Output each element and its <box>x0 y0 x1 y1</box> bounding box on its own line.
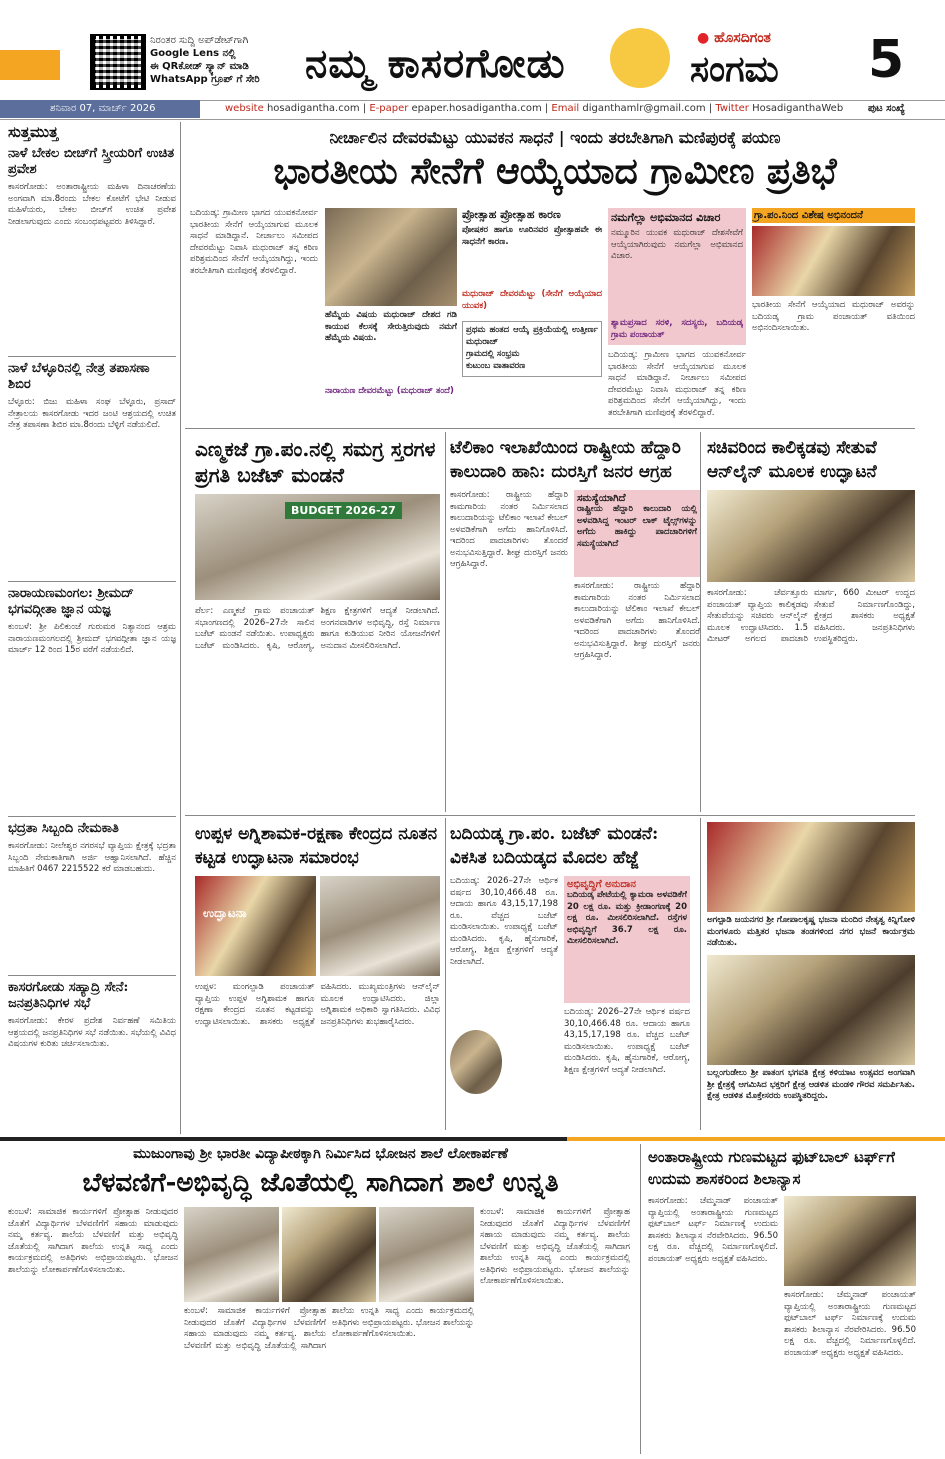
section-title: ಸುತ್ತಮುತ್ತ <box>8 123 59 141</box>
article-body: ಬದಿಯಡ್ಕ: 2026–27ನೇ ಆರ್ಥಿಕ ವರ್ಷದ 30,10,466.48 ರೂ. ಆದಾಯ ಹಾಗೂ 43,15,17,198 ರೂ. ವೆಚ್ಚದ ಬಜೆಟ್ ಮಂಡಿಸಲಾಯಿತು. ಉಪಾಧ್ಯಕ್ಷೆ ಬಜೆಟ್ ಮಂಡಿಸಿದರು. ಕೃಷಿ, ಹೈನುಗಾರಿಕೆ, ಆರೋಗ್ಯ, ಶಿಕ್ಷಣ ಕ್ಷೇತ್ರಗಳಿಗೆ ಆದ್ಯತೆ ನೀಡಲಾಗಿದೆ. <box>450 876 558 967</box>
box-attribution: ಶ್ಯಾಮಪ್ರಸಾದ ಸರಳಿ, ಸದಸ್ಯರು, ಬದಿಯಡ್ಕ ಗ್ರಾಮ ಪಂಚಾಯತ್ <box>611 318 743 340</box>
headline: ಕಾಸರಗೋಡು ಸಹ್ಯಾದ್ರಿ ಸೇನೆ: ಜನಪ್ರತಿನಿಧಿಗಳ ಸಭೆ <box>8 980 129 1011</box>
photo-label: BUDGET 2026-27 <box>285 502 402 519</box>
quote-attribution: ನಾರಾಯಣ ದೇವರಮೆಟ್ಟು (ಮಧುರಾಜ್ ತಂದೆ) <box>325 386 454 396</box>
row-divider <box>185 815 915 816</box>
box-attribution: ಮಧುರಾಜ್ ದೇವರಮೆಟ್ಟು (ಸೇನೆಗೆ ಆಯ್ಕೆಯಾದ ಯುವಕ) <box>462 289 602 311</box>
article-body: ಉಪ್ಪಳ: ಮಂಗಲ್ಪಾಡಿ ಪಂಚಾಯತ್ ವ್ಯಾಪ್ತಿಯ ಉಪ್ಪಳ ಅಗ್ನಿಶಾಮಕ ಹಾಗೂ ರಕ್ಷಣಾ ಕೇಂದ್ರದ ನೂತನ ಕಟ್ಟಡವನ್ನು ಉದ್ಘಾಟಿಸಲಾಯಿತು. ಶಾಸಕರು ಅಧ್ಯಕ್ಷತೆ ವಹಿಸಿದರು. ಮುಖ್ಯಮಂತ್ರಿಗಳು ಆನ್‌ಲೈನ್ ಮೂಲಕ ಉದ್ಘಾಟಿಸಿದರು. ಜಿಲ್ಲಾ ಅಗ್ನಿಶಾಮಕ ಅಧಿಕಾರಿ ಸ್ವಾಗತಿಸಿದರು. ವಿವಿಧ ಜನಪ್ರತಿನಿಧಿಗಳು ಶುಭಹಾರೈಸಿದರು. <box>195 982 440 1027</box>
story-badiyadka-budget <box>450 822 690 1127</box>
list-item: ಕುಟುಂಬ ವಾತಾವರಣ <box>466 361 526 371</box>
event-photo <box>282 1207 377 1302</box>
article-body: ಕುಂಬಳೆ: ಶ್ರೀ ಪಿಲಿಕುಂಜೆ ಗುರುಮಠ ನಿತ್ಯಾನಂದ ಆಶ್ರಮ ನಾರಾಯಣಮಂಗಲದಲ್ಲಿ ಶ್ರೀಮದ್ ಭಗವದ್ಗೀತಾ ಜ್ಞಾನ ಯಜ್ಞ ಮಾರ್ಚ್ 12 ರಿಂದ 15ರ ವರೆಗೆ ನಡೆಯಲಿದೆ. <box>8 622 176 655</box>
list-item: ಪ್ರಥಮ ಹಂತದ ಆಯ್ಕೆ ಪ್ರಕ್ರಿಯೆಯಲ್ಲಿ ಉತ್ತೀರ್ಣ ಮಧುರಾಜ್ <box>466 325 598 347</box>
bhajan-photo <box>707 822 915 912</box>
story-school <box>8 1146 633 1447</box>
qr-line: WhatsApp ಗ್ರೂಪ್ ಗೆ ಸೇರಿ <box>150 74 260 85</box>
box-body: ಬದಿಯಡ್ಕ ಪೇಟೆಯಲ್ಲಿ ಕ್ಯಾಮರಾ ಅಳವಡಿಕೆಗೆ 20 ಲಕ್ಷ ರೂ. ಮತ್ತು ಕ್ರೀಡಾಂಗಣಕ್ಕೆ 20 ಲಕ್ಷ ರೂ. ಮೀಸಲಿರಿಸಲಾಗಿದೆ. ರಸ್ತೆಗಳ ಅಭಿವೃದ್ಧಿಗೆ 36.7 ಲಕ್ಷ ರೂ. ಮೀಸಲಿರಿಸಲಾಗಿದೆ. <box>567 890 687 946</box>
brand-name: ● ಹೊಸದಿಗಂತ <box>697 30 771 46</box>
box-body: ರಾಷ್ಟ್ರೀಯ ಹೆದ್ದಾರಿ ಕಾಲುದಾರಿ ಯಲ್ಲಿ ಅಳವಡಿಸಿದ್ದ ಇಂಟರ್ ಲಾಕ್ ಟೈಲ್ಸ್‌ಗಳನ್ನು ಅಗೆದು ಹಾಕಿದ್ದು ಪಾದಚಾರಿಗಳಿಗೆ ಸಮಸ್ಯೆಯಾಗಿದೆ <box>577 504 697 549</box>
story-bridge <box>707 436 915 818</box>
portrait-photo <box>450 1030 502 1094</box>
article-body: ಕಾಸರಗೋಡು: ರಾಷ್ಟ್ರೀಯ ಹೆದ್ದಾರಿ ಕಾಮಗಾರಿಯ ನಂತರ ನಿರ್ಮಿಸಲಾದ ಕಾಲುದಾರಿಯನ್ನು ಟೆಲಿಕಾಂ ಇಲಾಖೆ ಕೇಬಲ್ ಅಳವಡಿಕೆಗಾಗಿ ಅಗೆದು ಹಾನಿಗೊಳಿಸಿದೆ. ಇದರಿಂದ ಪಾದಚಾರಿಗಳು ತೊಂದರೆ ಅನುಭವಿಸುತ್ತಿದ್ದಾರೆ. ಶೀಘ್ರ ದುರಸ್ತಿಗೆ ಜನರು ಆಗ್ರಹಿಸಿದ್ದಾರೆ. <box>450 490 568 569</box>
headline: ಅಂತಾರಾಷ್ಟ್ರೀಯ ಗುಣಮಟ್ಟದ ಫುಟ್‌ಬಾಲ್ ಟರ್ಫ್‌ಗೆ ಉದುಮ ಶಾಸಕರಿಂದ ಶಿಲಾನ್ಯಾಸ <box>648 1148 895 1188</box>
temple-photo <box>707 955 915 1065</box>
article-body: ಪೆರ್ಲ: ಎಣ್ಮಕಜೆ ಗ್ರಾಮ ಪಂಚಾಯತ್ ಸಭಾಂಗಣದಲ್ಲಿ 2026–27ನೇ ಸಾಲಿನ ಬಜೆಟ್ ಮಂಡನೆ ನಡೆಯಿತು. ಉಪಾಧ್ಯಕ್ಷರು ಬಜೆಟ್ ಮಂಡಿಸಿದರು. ಕೃಷಿ, ಆರೋಗ್ಯ, ಶಿಕ್ಷಣ ಕ್ಷೇತ್ರಗಳಿಗೆ ಆದ್ಯತೆ ನೀಡಲಾಗಿದೆ. ಅಂಗನವಾಡಿಗಳ ಅಭಿವೃದ್ಧಿ, ರಸ್ತೆ ನಿರ್ಮಾಣ ಹಾಗೂ ಕುಡಿಯುವ ನೀರಿನ ಯೋಜನೆಗಳಿಗೆ ಅನುದಾನ ಮೀಸಲಿರಿಸಲಾಗಿದೆ. <box>195 606 440 651</box>
column-divider <box>445 818 446 1130</box>
article-body: ಕುಂಬಳೆ: ಸಾಮಾಜಿಕ ಕಾರ್ಯಗಳಿಗೆ ಪ್ರೋತ್ಸಾಹ ನೀಡುವುದರ ಜೊತೆಗೆ ವಿದ್ಯಾರ್ಥಿಗಳ ಬೆಳವಣಿಗೆಗೆ ಸಹಾಯ ಮಾಡುವುದು ನಮ್ಮ ಕರ್ತವ್ಯ. ಶಾಲೆಯ ಬೆಳವಣಿಗೆ ಮತ್ತು ಅಭಿವೃದ್ಧಿ ಜೊತೆಯಲ್ಲಿ ಸಾಗಿದಾಗ ಶಾಲೆಯ ಉನ್ನತಿ ಸಾಧ್ಯ ಎಂದು ಕಾರ್ಯಕ್ರಮದಲ್ಲಿ ಅತಿಥಿಗಳು ಅಭಿಪ್ರಾಯಪಟ್ಟರು. ಭೋಜನ ಶಾಲೆಯನ್ನು ಲೋಕಾರ್ಪಣೆಗೊಳಿಸಲಾಯಿತು. <box>480 1207 630 1286</box>
page-number: 5 <box>868 30 905 90</box>
event-banner-photo <box>195 876 316 976</box>
contact-line: website hosadigantha.com | E-paper epaper.hosadigantha.com | Email diganthamlr@gmail.com | Twitter HosadiganthaWeb <box>225 103 844 114</box>
qr-instructions <box>150 34 300 86</box>
article-body: ಬದಿಯಡ್ಕ: ಗ್ರಾಮೀಣ ಭಾಗದ ಯುವಕನೋರ್ವ ಭಾರತೀಯ ಸೇನೆಗೆ ಆಯ್ಕೆಯಾಗುವ ಮೂಲಕ ಸಾಧನೆ ಮಾಡಿದ್ದಾನೆ. ನೀರ್ಚಾಲು ಸಮೀಪದ ದೇವರಮೆಟ್ಟು ನಿವಾಸಿ ಮಧುರಾಜ್ ತನ್ನ ಕಠಿಣ ಪರಿಶ್ರಮದಿಂದ ಸೇನೆಗೆ ಆಯ್ಕೆಯಾಗಿದ್ದು, ಇಂದು ತರಬೇತಿಗಾಗಿ ಮಣಿಪುರಕ್ಕೆ ತೆರಳಲಿದ್ದಾರೆ. <box>190 208 318 276</box>
kicker: ಮುಜುಂಗಾವು ಶ್ರೀ ಭಾರತೀ ವಿದ್ಯಾಪೀಠಕ್ಕಾಗಿ ನಿರ್ಮಿಸಿದ ಭೋಜನ ಶಾಲೆ ಲೋಕಾರ್ಪಣೆ <box>133 1146 508 1162</box>
headline: ನಾರಾಯಣಮಂಗಲ: ಶ್ರೀಮದ್ ಭಗವದ್ಗೀತಾ ಜ್ಞಾನ ಯಜ್ಞ <box>8 586 134 617</box>
box-body: ಪೋಷಕರ ಹಾಗೂ ಊರಿನವರ ಪ್ರೋತ್ಸಾಹವೇ ಈ ಸಾಧನೆಗೆ ಕಾರಣ. <box>462 225 602 247</box>
qr-code-icon[interactable] <box>90 34 146 90</box>
event-photo <box>320 876 441 976</box>
photo-captions <box>707 822 915 1114</box>
article-body: ಬದಿಯಡ್ಕ: 2026–27ನೇ ಆರ್ಥಿಕ ವರ್ಷದ 30,10,466.48 ರೂ. ಆದಾಯ ಹಾಗೂ 43,15,17,198 ರೂ. ವೆಚ್ಚದ ಬಜೆಟ್ ಮಂಡಿಸಲಾಯಿತು. ಉಪಾಧ್ಯಕ್ಷೆ ಬಜೆಟ್ ಮಂಡಿಸಿದರು. ಕೃಷಿ, ಹೈನುಗಾರಿಕೆ, ಆರೋಗ್ಯ, ಶಿಕ್ಷಣ ಕ್ಷೇತ್ರಗಳಿಗೆ ಆದ್ಯತೆ ನೀಡಲಾಗಿದೆ. <box>564 1007 690 1075</box>
top-story-kicker: ನೀರ್ಚಾಲಿನ ದೇವರಮೆಟ್ಟು ಯುವಕನ ಸಾಧನೆ | ಇಂದು ತರಬೇತಿಗಾಗಿ ಮಣಿಪುರಕ್ಕೆ ಪಯಣ <box>329 128 781 147</box>
email-link[interactable]: diganthamlr@gmail.com <box>582 103 706 114</box>
foundation-photo <box>784 1196 916 1286</box>
headline: ಉಪ್ಪಳ ಅಗ್ನಿಶಾಮಕ-ರಕ್ಷಣಾ ಕೇಂದ್ರದ ನೂತನ ಕಟ್ಟಡ ಉದ್ಘಾಟನಾ ಸಮಾರಂಭ <box>195 824 438 868</box>
highlight-box <box>608 208 746 345</box>
column-divider <box>700 432 701 812</box>
article-body: ಭಾರತೀಯ ಸೇನೆಗೆ ಆಯ್ಕೆಯಾದ ಮಧುರಾಜ್ ಅವರನ್ನು ಬದಿಯಡ್ಕ ಗ್ರಾಮ ಪಂಚಾಯತ್ ವತಿಯಿಂದ ಅಭಿನಂದಿಸಲಾಯಿತು. <box>752 300 915 333</box>
box-title: ಪ್ರೋತ್ಸಾಹ ಪ್ರೋತ್ಸಾಹ ಕಾರಣ <box>462 208 561 221</box>
article-body: ಕುಂಬಳೆ: ಸಾಮಾಜಿಕ ಕಾರ್ಯಗಳಿಗೆ ಪ್ರೋತ್ಸಾಹ ನೀಡುವುದರ ಜೊತೆಗೆ ವಿದ್ಯಾರ್ಥಿಗಳ ಬೆಳವಣಿಗೆಗೆ ಸಹಾಯ ಮಾಡುವುದು ನಮ್ಮ ಕರ್ತವ್ಯ. ಶಾಲೆಯ ಬೆಳವಣಿಗೆ ಮತ್ತು ಅಭಿವೃದ್ಧಿ ಜೊತೆಯಲ್ಲಿ ಸಾಗಿದಾಗ ಶಾಲೆಯ ಉನ್ನತಿ ಸಾಧ್ಯ ಎಂದು ಕಾರ್ಯಕ್ರಮದಲ್ಲಿ ಅತಿಥಿಗಳು ಅಭಿಪ್ರಾಯಪಟ್ಟರು. ಭೋಜನ ಶಾಲೆಯನ್ನು ಲೋಕಾರ್ಪಣೆಗೊಳಿಸಲಾಯಿತು. <box>184 1306 474 1351</box>
photo-caption: ಬಲ್ಲಂಗುಡೇಲು ಶ್ರೀ ಪಾತಂಗ ಭಗವತಿ ಕ್ಷೇತ್ರ ಕಳಿಯಾಟ ಉತ್ಸವದ ಅಂಗವಾಗಿ ಶ್ರೀ ಕ್ಷೇತ್ರಕ್ಕೆ ಆಗಮಿಸಿದ ಭಕ್ತರಿಗೆ ಕ್ಷೇತ್ರ ಆಡಳಿತ ಮಂಡಳಿ ಗೌರವ ಸಮರ್ಪಿಸಿತು. ಕ್ಷೇತ್ರ ಆಡಳಿತ ಮೊಕ್ತೇಸರರು ಉಪಸ್ಥಿತರಿದ್ದರು. <box>707 1068 915 1101</box>
article-body: ಕಾಸರಗೋಡು: ಕೇರಳ ಪ್ರದೇಶ ನಿರ್ವಹಣೆ ಸಮಿತಿಯ ಆಶ್ರಯದಲ್ಲಿ ಜನಪ್ರತಿನಿಧಿಗಳ ಸಭೆ ನಡೆಯಿತು. ಸಭೆಯಲ್ಲಿ ವಿವಿಧ ವಿಷಯಗಳ ಕುರಿತು ಚರ್ಚಿಸಲಾಯಿತು. <box>8 1016 176 1049</box>
headline: ಟೆಲಿಕಾಂ ಇಲಾಖೆಯಿಂದ ರಾಷ್ಟ್ರೀಯ ಹೆದ್ದಾರಿ ಕಾಲುದಾರಿ ಹಾನಿ: ದುರಸ್ತಿಗೆ ಜನರ ಆಗ್ರಹ <box>450 438 681 482</box>
top-story-headline: ಭಾರತೀಯ ಸೇನೆಗೆ ಆಯ್ಕೆಯಾದ ಗ್ರಾಮೀಣ ಪ್ರತಿಭೆ <box>273 150 837 192</box>
news-item <box>8 586 176 812</box>
article-body: ಕಾಸರಗೋಡು: ಚೆಮ್ಮನಾಡ್ ಪಂಚಾಯತ್ ವ್ಯಾಪ್ತಿಯಲ್ಲಿ ಅಂತಾರಾಷ್ಟ್ರೀಯ ಗುಣಮಟ್ಟದ ಫುಟ್‌ಬಾಲ್ ಟರ್ಫ್ ನಿರ್ಮಾಣಕ್ಕೆ ಉದುಮ ಶಾಸಕರು ಶಿಲಾನ್ಯಾಸ ನೆರವೇರಿಸಿದರು. 96.50 ಲಕ್ಷ ರೂ. ವೆಚ್ಚದಲ್ಲಿ ನಿರ್ಮಾಣಗೊಳ್ಳಲಿದೆ. ಪಂಚಾಯತ್ ಅಧ್ಯಕ್ಷರು ಅಧ್ಯಕ್ಷತೆ ವಹಿಸಿದರು. <box>648 1196 778 1264</box>
article-body: ಕಾಸರಗೋಡು: ಅಂತಾರಾಷ್ಟ್ರೀಯ ಮಹಿಳಾ ದಿನಾಚರಣೆಯ ಅಂಗವಾಗಿ ಮಾ.8ರಂದು ಬೇಕಲ ಕೋಟೆಗೆ ಭೇಟಿ ನೀಡುವ ಮಹಿಳೆಯರು, ಬೇಕಲ ಬೀಚ್‌ಗೆ ಉಚಿತ ಪ್ರವೇಶ ನೀಡಲಾಗುವುದು ಎಂದು ಸಂಬಂಧಪಟ್ಟವರು ತಿಳಿಸಿದ್ದಾರೆ. <box>8 182 176 227</box>
section-brand: ಸಂಗಮ <box>690 48 779 90</box>
website-link[interactable]: hosadigantha.com <box>266 103 360 114</box>
news-item <box>8 146 176 352</box>
left-column <box>8 124 176 1176</box>
decorative-circle <box>610 28 670 88</box>
article-body: ಕಾಸರಗೋಡು: ರಾಷ್ಟ್ರೀಯ ಹೆದ್ದಾರಿ ಕಾಮಗಾರಿಯ ನಂತರ ನಿರ್ಮಿಸಲಾದ ಕಾಲುದಾರಿಯನ್ನು ಟೆಲಿಕಾಂ ಇಲಾಖೆ ಕೇಬಲ್ ಅಳವಡಿಕೆಗಾಗಿ ಅಗೆದು ಹಾನಿಗೊಳಿಸಿದೆ. ಇದರಿಂದ ಪಾದಚಾರಿಗಳು ತೊಂದರೆ ಅನುಭವಿಸುತ್ತಿದ್ದಾರೆ. ಶೀಘ್ರ ದುರಸ್ತಿಗೆ ಜನರು ಆಗ್ರಹಿಸಿದ್ದಾರೆ. <box>574 581 700 660</box>
box-title: ನಮಗೆಲ್ಲಾ ಅಭಿಮಾನದ ವಿಚಾರ <box>611 211 721 224</box>
article-body: ಬದಿಯಡ್ಕ: ಗ್ರಾಮೀಣ ಭಾಗದ ಯುವಕನೋರ್ವ ಭಾರತೀಯ ಸೇನೆಗೆ ಆಯ್ಕೆಯಾಗುವ ಮೂಲಕ ಸಾಧನೆ ಮಾಡಿದ್ದಾನೆ. ನೀರ್ಚಾಲು ಸಮೀಪದ ದೇವರಮೆಟ್ಟು ನಿವಾಸಿ ಮಧುರಾಜ್ ತನ್ನ ಕಠಿಣ ಪರಿಶ್ರಮದಿಂದ ಸೇನೆಗೆ ಆಯ್ಕೆಯಾಗಿದ್ದು, ಇಂದು ತರಬೇತಿಗಾಗಿ ಮಣಿಪುರಕ್ಕೆ ತೆರಳಲಿದ್ದಾರೆ. <box>608 350 746 418</box>
list-item: ಗ್ರಾಮದಲ್ಲಿ ಸಂಭ್ರಮ <box>466 349 520 359</box>
side-story <box>752 208 915 420</box>
headline: ನಾಳೆ ಬೆಳ್ಳೂರಿನಲ್ಲಿ ನೇತ್ರ ತಪಾಸಣಾ ಶಿಬಿರ <box>8 361 150 392</box>
news-item <box>8 821 176 971</box>
qr-line: Google Lens ನಲ್ಲಿ <box>150 48 236 59</box>
section-divider <box>0 1137 945 1141</box>
bridge-photo <box>707 490 915 582</box>
story-telecom <box>450 436 700 811</box>
event-photo <box>184 1207 279 1302</box>
article-body: ಕಾಸರಗೋಡು: ಚೆರ್ವತ್ತೂರು ಪಂಚಾಯತ್ ವ್ಯಾಪ್ತಿಯ ಕಾಲಿಕ್ಕಡವು ಸೇತುವೆಯನ್ನು ಸಚಿವರು ಆನ್‌ಲೈನ್ ಮೂಲಕ ಉದ್ಘಾಟಿಸಿದರು. 1.5 ಮೀಟರ್ ಅಗಲದ ಪಾದಚಾರಿ ಮಾರ್ಗ, 660 ಮೀಟರ್ ಉದ್ದದ ಸೇತುವೆ ನಿರ್ಮಾಣಗೊಂಡಿದ್ದು, ಕ್ಷೇತ್ರದ ಶಾಸಕರು ಅಧ್ಯಕ್ಷತೆ ವಹಿಸಿದರು. ಜನಪ್ರತಿನಿಧಿಗಳು ಉಪಸ್ಥಿತರಿದ್ದರು. <box>707 588 915 644</box>
photo-label: ಉದ್ಘಾಟನಾ <box>203 906 247 920</box>
event-photo <box>379 1207 474 1302</box>
column-divider <box>700 818 701 1130</box>
bullet-list <box>462 321 602 377</box>
headline: ನಾಳೆ ಬೇಕಲ ಬೀಚ್‌ಗೆ ಸ್ತ್ರೀಯರಿಗೆ ಉಚಿತ ಪ್ರವೇಶ <box>8 146 175 177</box>
headline: ಸಚಿವರಿಂದ ಕಾಲಿಕ್ಕಡವು ಸೇತುವೆ ಆನ್‌ಲೈನ್ ಮೂಲಕ ಉದ್ಘಾಟನೆ <box>707 438 877 482</box>
story-fire-station <box>195 822 440 1152</box>
portrait-photo <box>325 208 457 306</box>
news-item <box>8 361 176 577</box>
box-title: ಸಮಸ್ಯೆಯಾಗಿದೆ <box>577 493 626 504</box>
page-title: ನಮ್ಮ ಕಾಸರಗೋಡು <box>305 40 566 87</box>
epaper-link[interactable]: epaper.hosadigantha.com <box>411 103 542 114</box>
headline: ಬದಿಯಡ್ಕ ಗ್ರಾ.ಪಂ. ಬಜೆಟ್ ಮಂಡನೆ: ವಿಕಸಿತ ಬದಿಯಡ್ಕದ ಮೊದಲ ಹೆಜ್ಜೆ <box>450 824 659 868</box>
quote-box <box>325 310 457 412</box>
headline: ಭದ್ರತಾ ಸಿಬ್ಬಂದಿ ನೇಮಕಾತಿ <box>8 821 119 836</box>
qr-line: ಈ QRಕೋಡ್ ಸ್ಕ್ಯಾನ್ ಮಾಡಿ <box>150 61 249 72</box>
page-label: ಪುಟ ಸಂಖ್ಯೆ <box>868 103 905 114</box>
quote-text: ಹೆಮ್ಮೆಯ ವಿಷಯ ಮಧುರಾಜ್ ದೇಶದ ಗಡಿ ಕಾಯುವ ಕೆಲಸಕ್ಕೆ ಸೇರುತ್ತಿರುವುದು ನಮಗೆ ಹೆಮ್ಮೆಯ ವಿಷಯ. <box>325 310 457 343</box>
column-divider <box>640 1144 641 1454</box>
info-box <box>462 208 602 377</box>
masthead <box>0 0 945 95</box>
article-body: ಕಾಸರಗೋಡು: ಚೆಮ್ಮನಾಡ್ ಪಂಚಾಯತ್ ವ್ಯಾಪ್ತಿಯಲ್ಲಿ ಅಂತಾರಾಷ್ಟ್ರೀಯ ಗುಣಮಟ್ಟದ ಫುಟ್‌ಬಾಲ್ ಟರ್ಫ್ ನಿರ್ಮಾಣಕ್ಕೆ ಉದುಮ ಶಾಸಕರು ಶಿಲಾನ್ಯಾಸ ನೆರವೇರಿಸಿದರು. 96.50 ಲಕ್ಷ ರೂ. ವೆಚ್ಚದಲ್ಲಿ ನಿರ್ಮಾಣಗೊಳ್ಳಲಿದೆ. ಪಂಚಾಯತ್ ಅಧ್ಯಕ್ಷರು ಅಧ್ಯಕ್ಷತೆ ವಹಿಸಿದರು. <box>784 1290 916 1358</box>
ceremony-photo <box>752 226 915 296</box>
twitter-link[interactable]: HosadiganthaWeb <box>752 103 844 114</box>
box-body: ನಮ್ಮೂರಿನ ಯುವಕ ಮಧುರಾಜ್ ದೇಶಸೇವೆಗೆ ಆಯ್ಕೆಯಾಗಿರುವುದು ನಮಗೆಲ್ಲಾ ಅಭಿಮಾನದ ವಿಚಾರ. <box>611 228 743 261</box>
story-football-turf <box>648 1146 916 1441</box>
box-title: ಅಭಿವೃದ್ಧಿಗೆ ಅನುದಾನ <box>567 879 636 890</box>
article-body: ಕಾಸರಗೋಡು: ನೀಲೇಶ್ವರ ನಗರಸಭೆ ವ್ಯಾಪ್ತಿಯ ಕ್ಷೇತ್ರಕ್ಕೆ ಭದ್ರತಾ ಸಿಬ್ಬಂದಿ ನೇಮಕಾತಿಗಾಗಿ ಅರ್ಜಿ ಆಹ್ವಾನಿಸಲಾಗಿದೆ. ಹೆಚ್ಚಿನ ಮಾಹಿತಿಗೆ 0467 2215522 ಕರೆ ಮಾಡಬಹುದು. <box>8 841 176 874</box>
row-divider <box>185 428 915 429</box>
budget-photo <box>195 494 440 600</box>
column-divider <box>180 122 181 1134</box>
photo-caption: ಅಗಲ್ಪಾಡಿ ಜಯನಗರ ಶ್ರೀ ಗೋಪಾಲಕೃಷ್ಣ ಭಜನಾ ಮಂದಿರ ನೇತೃತ್ವ ಕಿನ್ನಿಗೋಳಿ ಮಂಗಳೂರು ಮತ್ತಿತರ ಭಜನಾ ತಂಡಗಳಿಂದ ನಗರ ಭಜನೆ ಕಾರ್ಯಕ್ರಮ ನಡೆಯಿತು. <box>707 915 915 948</box>
column-divider <box>445 432 446 812</box>
qr-line: ನಿರಂತರ ಸುದ್ದಿ ಅಪ್‌ಡೇಟ್‌ಗಾಗಿ <box>150 35 249 46</box>
headline: ಬೆಳವಣಿಗೆ-ಅಭಿವೃದ್ಧಿ ಜೊತೆಯಲ್ಲಿ ಸಾಗಿದಾಗ ಶಾಲೆ ಉನ್ನತಿ <box>82 1168 559 1198</box>
headline: ಎಣ್ಮಕಜೆ ಗ್ರಾ.ಪಂ.ನಲ್ಲಿ ಸಮಗ್ರ ಸ್ತರಗಳ ಪ್ರಗತಿ ಬಜೆಟ್ ಮಂಡನೆ <box>195 437 436 487</box>
date: ಶನಿವಾರ 07, ಮಾರ್ಚ್ 2026 <box>0 100 200 118</box>
box-title: ಗ್ರಾ.ಪಂ.ನಿಂದ ವಿಶೇಷ ಅಭಿನಂದನೆ <box>752 208 915 223</box>
article-body: ಕುಂಬಳೆ: ಸಾಮಾಜಿಕ ಕಾರ್ಯಗಳಿಗೆ ಪ್ರೋತ್ಸಾಹ ನೀಡುವುದರ ಜೊತೆಗೆ ವಿದ್ಯಾರ್ಥಿಗಳ ಬೆಳವಣಿಗೆಗೆ ಸಹಾಯ ಮಾಡುವುದು ನಮ್ಮ ಕರ್ತವ್ಯ. ಶಾಲೆಯ ಬೆಳವಣಿಗೆ ಮತ್ತು ಅಭಿವೃದ್ಧಿ ಜೊತೆಯಲ್ಲಿ ಸಾಗಿದಾಗ ಶಾಲೆಯ ಉನ್ನತಿ ಸಾಧ್ಯ ಎಂದು ಕಾರ್ಯಕ್ರಮದಲ್ಲಿ ಅತಿಥಿಗಳು ಅಭಿಪ್ರಾಯಪಟ್ಟರು. ಭೋಜನ ಶಾಲೆಯನ್ನು ಲೋಕಾರ್ಪಣೆಗೊಳಿಸಲಾಯಿತು. <box>8 1207 178 1275</box>
orange-accent <box>0 50 60 80</box>
article-body: ಬೆಳ್ಳೂರು: ಬಿಜು ಮಹಿಳಾ ಸಂಘ ಬೆಳ್ಳೂರು, ಪ್ರಸಾದ್ ನೇತ್ರಾಲಯ ಕಾಸರಗೋಡು ಇದರ ಜಂಟಿ ಆಶ್ರಯದಲ್ಲಿ ಉಚಿತ ನೇತ್ರ ತಪಾಸಣಾ ಶಿಬಿರ ಮಾ.8ರಂದು ಬೆಳ್ಳಿಗೆ ನಡೆಯಲಿದೆ. <box>8 397 176 430</box>
